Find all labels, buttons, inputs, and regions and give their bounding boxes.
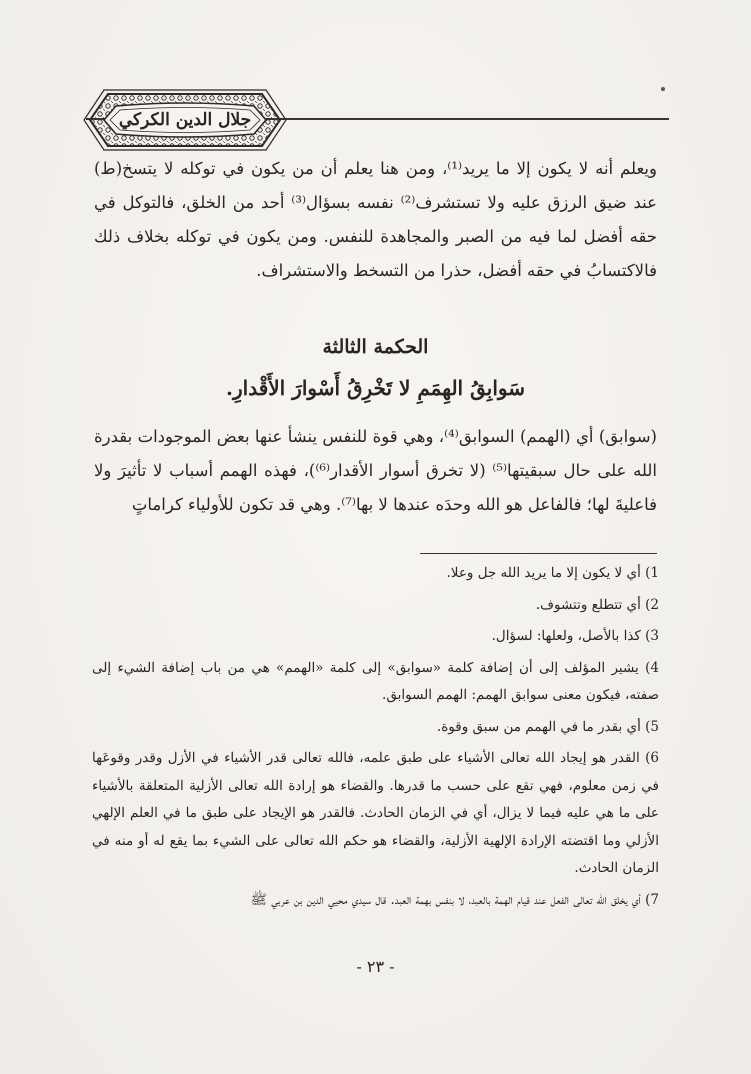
page-dot (661, 87, 665, 91)
paragraph-1 (94, 152, 657, 288)
section-title: الحكمة الثالثة (322, 336, 429, 358)
footnote-2: 2) أي تتطلع وتتشوف. (535, 596, 659, 613)
footnote-3: 3) كذا بالأصل، ولعلها: لسؤال. (491, 628, 659, 644)
paragraph-2-text: (سوابق) أي (الهمم) السوابق⁽⁴⁾، وهي قوة للنفس ينشأ عنها بعض الموجودات بقدرة الله على حال سبقيتها⁽⁵⁾ (لا تخرق أسوار الأقدار⁽⁶⁾)، فهذه الهمم أسباب لا تأثيرَ ولا فاعليةَ لها؛ فالفاعل هو الله وحدَه عندها لا بها⁽⁷⁾. وهي قد تكون للأولياء كراماتٍ (94, 427, 657, 514)
aphorism: سَوابِقُ الهِمَمِ لا تَخْرِقُ أَسْوارَ الأَقْدارِ. (226, 376, 525, 400)
running-title: جلال الدين الكركي (118, 110, 252, 130)
footnote-6: 6) القدر هو إيجاد الله تعالى الأشياء على طبق علمه، فالله تعالى قدر الأشياء في الأزل وقدر وقوعَها في زمن معلوم، فهي تقع على حسب ما قدرها. والقضاء هو إرادة الله تعالى الأزلية المتعلقة بالأشياء على ما هي عليه فيما لا يزال، أي في الزمان الحادث. فالقدر هو الإيجاد على طبق ما في العلم الإلهي الأزلي وما اقتضته الإرادة الإلهية الأزلية، والقضاء هو حكم الله تعالى على الشيء بما يقع له أو منه في الزمان الحادث. (92, 750, 659, 876)
footnote-4: 4) يشير المؤلف إلى أن إضافة كلمة «سوابق» إلى كلمة «الهمم» هي من باب إضافة الشيء إلى صفته، فيكون معنى سوابق الهمم: الهمم السوابق. (92, 659, 659, 703)
paragraph-2 (94, 420, 657, 522)
footnote-rule (420, 553, 657, 554)
footnote-5: 5) أي بقدر ما في الهمم من سبق وقوة. (436, 718, 659, 735)
footnote-1: 1) أي لا يكون إلا ما يريد الله جل وعلا. (446, 565, 659, 581)
page-number: - ٢٣ - (356, 957, 395, 976)
paragraph-1-text: ويعلم أنه لا يكون إلا ما يريد⁽¹⁾، ومن هنا يعلم أن من يكون في توكله لا يتسخ(ط) عند ضيق الرزق عليه ولا تستشرف⁽²⁾ نفسه بسؤال⁽³⁾ أحد من الخلق، فالتوكل في حقه أفضل لما فيه من الصبر والمجاهدة للنفس. ومن يكون في توكله بخلاف ذلك فالاكتسابُ في حقه أفضل، حذرا من التسخط والاستشراف. (94, 159, 657, 280)
header-cartouche (80, 86, 290, 154)
footnotes (92, 560, 659, 918)
footnote-7: 7) أي يخلق الله تعالى الفعل عند قيام الهمة بالعبد، لا بنفس بهمة العبد. قال سيدي محيي الدين بن عربي ﷺ (250, 891, 659, 908)
